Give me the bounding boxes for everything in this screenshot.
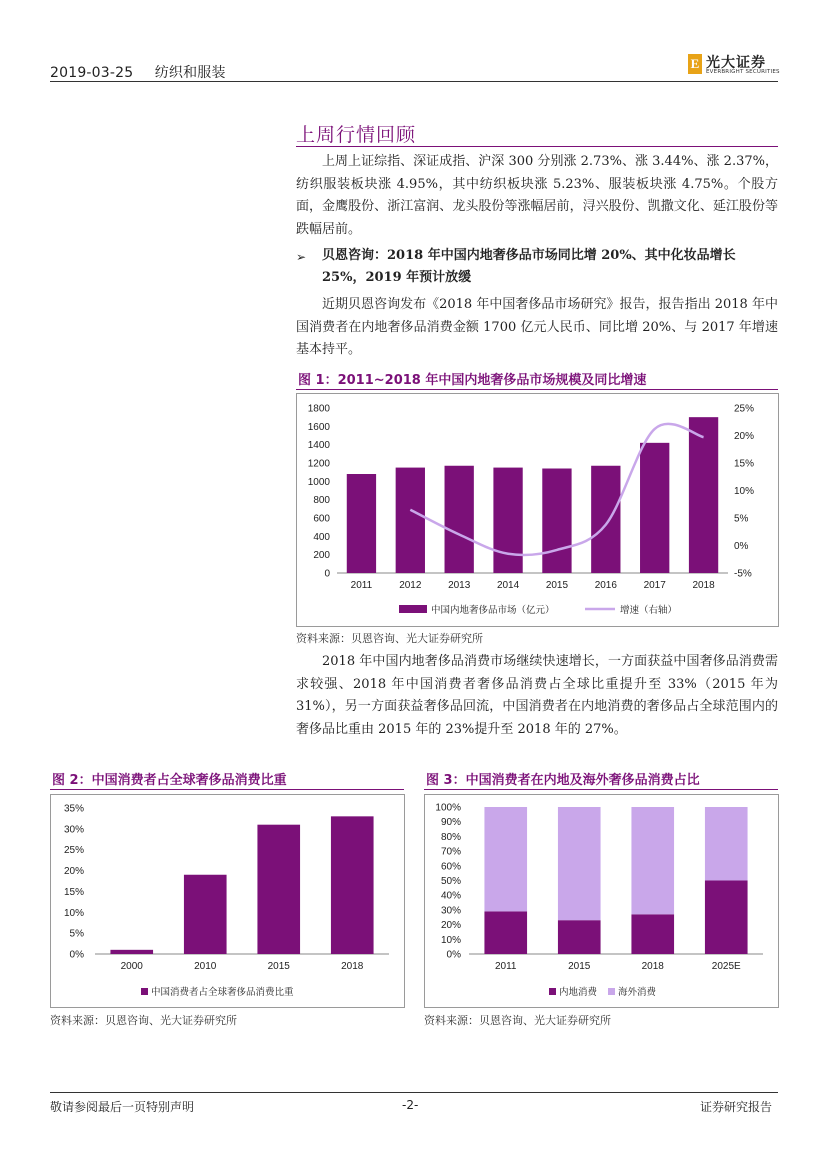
y-tick-label: 1800 (307, 403, 330, 415)
y-tick-label: 800 (313, 495, 330, 507)
report-date: 2019-03-25 (50, 65, 134, 81)
y-tick-label: 1400 (307, 440, 330, 452)
x-tick-label: 2010 (194, 961, 217, 972)
y2-tick-label: 25% (734, 403, 755, 415)
y-tick-label: 70% (440, 846, 461, 858)
bar-global-share (257, 825, 300, 954)
y-tick-label: 15% (63, 886, 84, 898)
footer-divider (50, 1092, 778, 1093)
legend-overseas-label: 海外消费 (618, 987, 657, 998)
x-tick-label: 2018 (641, 961, 664, 972)
inland-overseas-share-chart (425, 795, 778, 1007)
y-tick-label: 30% (63, 824, 84, 836)
bain-report-paragraph: 近期贝恩咨询发布《2018 年中国奢侈品市场研究》报告，报告指出 2018 年中国消费者在内地奢侈品消费金额 1700 亿元人民币、同比增 20%、与 2017 年增速基本持平。 (296, 297, 778, 357)
bar-global-share (184, 875, 227, 954)
y2-tick-label: 20% (734, 431, 755, 442)
bullet-arrow-icon: ➢ (296, 250, 307, 264)
y-tick-label: 50% (440, 876, 461, 887)
y-tick-label: 40% (440, 890, 461, 902)
y-tick-label: 400 (313, 531, 330, 543)
x-tick-label: 2018 (341, 961, 364, 972)
x-tick-label: 2015 (545, 580, 569, 591)
x-tick-label: 2000 (120, 961, 143, 972)
figure-3-title-underline (424, 789, 778, 790)
figure-1-chart (296, 393, 779, 627)
bar-market-size (445, 466, 474, 573)
legend-bar-swatch (141, 988, 148, 995)
report-header (50, 62, 226, 82)
bar-market-size (493, 468, 522, 573)
legend-inland-swatch (549, 988, 556, 995)
y2-tick-label: 10% (734, 486, 755, 497)
figure-3-source: 资料来源：贝恩咨询、光大证券研究所 (424, 1014, 611, 1027)
logo-mark-icon: E (688, 54, 702, 74)
legend-line-label: 增速（右轴） (620, 605, 678, 616)
company-logo (688, 52, 778, 78)
y-tick-label: 35% (63, 803, 84, 815)
section-title: 上周行情回顾 (296, 124, 417, 146)
y-tick-label: 600 (313, 513, 330, 525)
y2-tick-label: 0% (734, 541, 749, 552)
bar-market-size (591, 466, 620, 573)
bar-market-size (347, 474, 376, 573)
y-tick-label: 1200 (307, 458, 330, 470)
y2-tick-label: 15% (734, 458, 755, 470)
y-tick-label: 1600 (307, 421, 330, 433)
y-tick-label: 1000 (307, 476, 330, 488)
bar-inland-share (558, 920, 601, 954)
bar-inland-share (631, 914, 674, 954)
legend-bar-label: 中国消费者占全球奢侈品消费比重 (151, 987, 294, 998)
y-tick-label: 20% (440, 920, 461, 932)
bar-inland-share (484, 911, 527, 954)
bar-market-size (689, 417, 718, 573)
y-tick-label: 90% (440, 817, 461, 829)
section-title-underline (296, 146, 778, 147)
y-tick-label: 10% (440, 934, 461, 946)
legend-bar-label: 中国内地奢侈品市场（亿元） (431, 605, 555, 616)
figure-2-title-underline (50, 789, 404, 790)
bar-global-share (110, 950, 153, 954)
bar-market-size (542, 469, 571, 574)
bar-overseas-share (631, 807, 674, 914)
bar-overseas-share (558, 807, 601, 920)
figure-1-title: 图 1：2011~2018 年中国内地奢侈品市场规模及同比增速 (298, 373, 647, 388)
bar-overseas-share (484, 807, 527, 911)
legend-inland-label: 内地消费 (559, 987, 598, 998)
legend-overseas-swatch (608, 988, 615, 995)
x-tick-label: 2014 (496, 580, 520, 591)
bar-overseas-share (705, 807, 748, 881)
y2-tick-label: -5% (734, 568, 752, 580)
global-share-chart (51, 795, 404, 1007)
y-tick-label: 0 (324, 568, 330, 580)
y-tick-label: 25% (63, 845, 84, 857)
figure-2-source: 资料来源：贝恩咨询、光大证券研究所 (50, 1014, 237, 1027)
y-tick-label: 0% (69, 949, 84, 961)
figure-1-source: 资料来源：贝恩咨询、光大证券研究所 (296, 632, 483, 645)
bar-market-size (640, 443, 669, 573)
y-tick-label: 80% (440, 831, 461, 843)
logo-chinese-name: 光大证券 (706, 55, 766, 71)
y-tick-label: 20% (63, 866, 84, 878)
y-tick-label: 0% (446, 949, 461, 961)
x-tick-label: 2017 (643, 580, 666, 591)
bar-market-size (396, 468, 425, 573)
figure-1-title-underline (296, 389, 778, 390)
analysis-paragraph: 2018 年中国内地奢侈品消费市场继续快速增长，一方面获益中国奢侈品消费需求较强、2018 年中国消费者奢侈品消费占全球比重提升至 33%（2015 年为 31%），另一方面获益奢侈品回流，中国消费者在内地消费的奢侈品占全球范围内的奢侈品比重由 2015 年的 23%提升至 2018 年的 27%。 (296, 654, 778, 737)
footer-disclaimer-note: 敬请参阅最后一页特别声明 (50, 1100, 195, 1114)
figure-3-title: 图 3：中国消费者在内地及海外奢侈品消费占比 (426, 773, 700, 788)
report-category: 纺织和服装 (154, 65, 226, 81)
page-number: -2- (402, 1098, 419, 1112)
legend-bar-swatch (399, 605, 427, 613)
news-headline: 贝恩咨询：2018 年中国内地奢侈品市场同比增 20%、其中化妆品增长 25%，2019 年预计放缓 (322, 248, 736, 285)
x-tick-label: 2012 (399, 580, 422, 591)
x-tick-label: 2015 (267, 961, 290, 972)
x-tick-label: 2013 (448, 580, 471, 591)
y-tick-label: 60% (440, 861, 461, 873)
y-tick-label: 100% (435, 802, 461, 814)
x-tick-label: 2015 (568, 961, 591, 972)
figure-2-chart (50, 794, 405, 1008)
y-tick-label: 5% (69, 928, 84, 940)
x-tick-label: 2025E (711, 961, 741, 972)
bar-global-share (331, 816, 374, 954)
figure-3-chart (424, 794, 779, 1008)
market-size-growth-chart (297, 394, 778, 626)
x-tick-label: 2011 (350, 580, 373, 591)
y-tick-label: 10% (63, 907, 84, 919)
market-review-paragraph: 上周上证综指、深证成指、沪深 300 分别涨 2.73%、涨 3.44%、涨 2.37%，纺织服装板块涨 4.95%，其中纺织板块涨 5.23%、服装板块涨 4.75%。个股方面，金鹰股份、浙江富润、龙头股份等涨幅居前，浔兴股份、凯撒文化、延江股份等跌幅居前。 (296, 154, 778, 237)
x-tick-label: 2016 (594, 580, 617, 591)
bar-inland-share (705, 881, 748, 955)
y-tick-label: 30% (440, 905, 461, 917)
figure-2-title: 图 2：中国消费者占全球奢侈品消费比重 (52, 773, 287, 788)
footer-report-type: 证券研究报告 (700, 1100, 773, 1114)
logo-english-name: EVERBRIGHT SECURITIES (706, 69, 780, 75)
y-tick-label: 200 (313, 550, 330, 562)
x-tick-label: 2011 (494, 961, 517, 972)
y2-tick-label: 5% (734, 513, 749, 525)
header-divider (50, 81, 778, 82)
x-tick-label: 2018 (692, 580, 715, 591)
